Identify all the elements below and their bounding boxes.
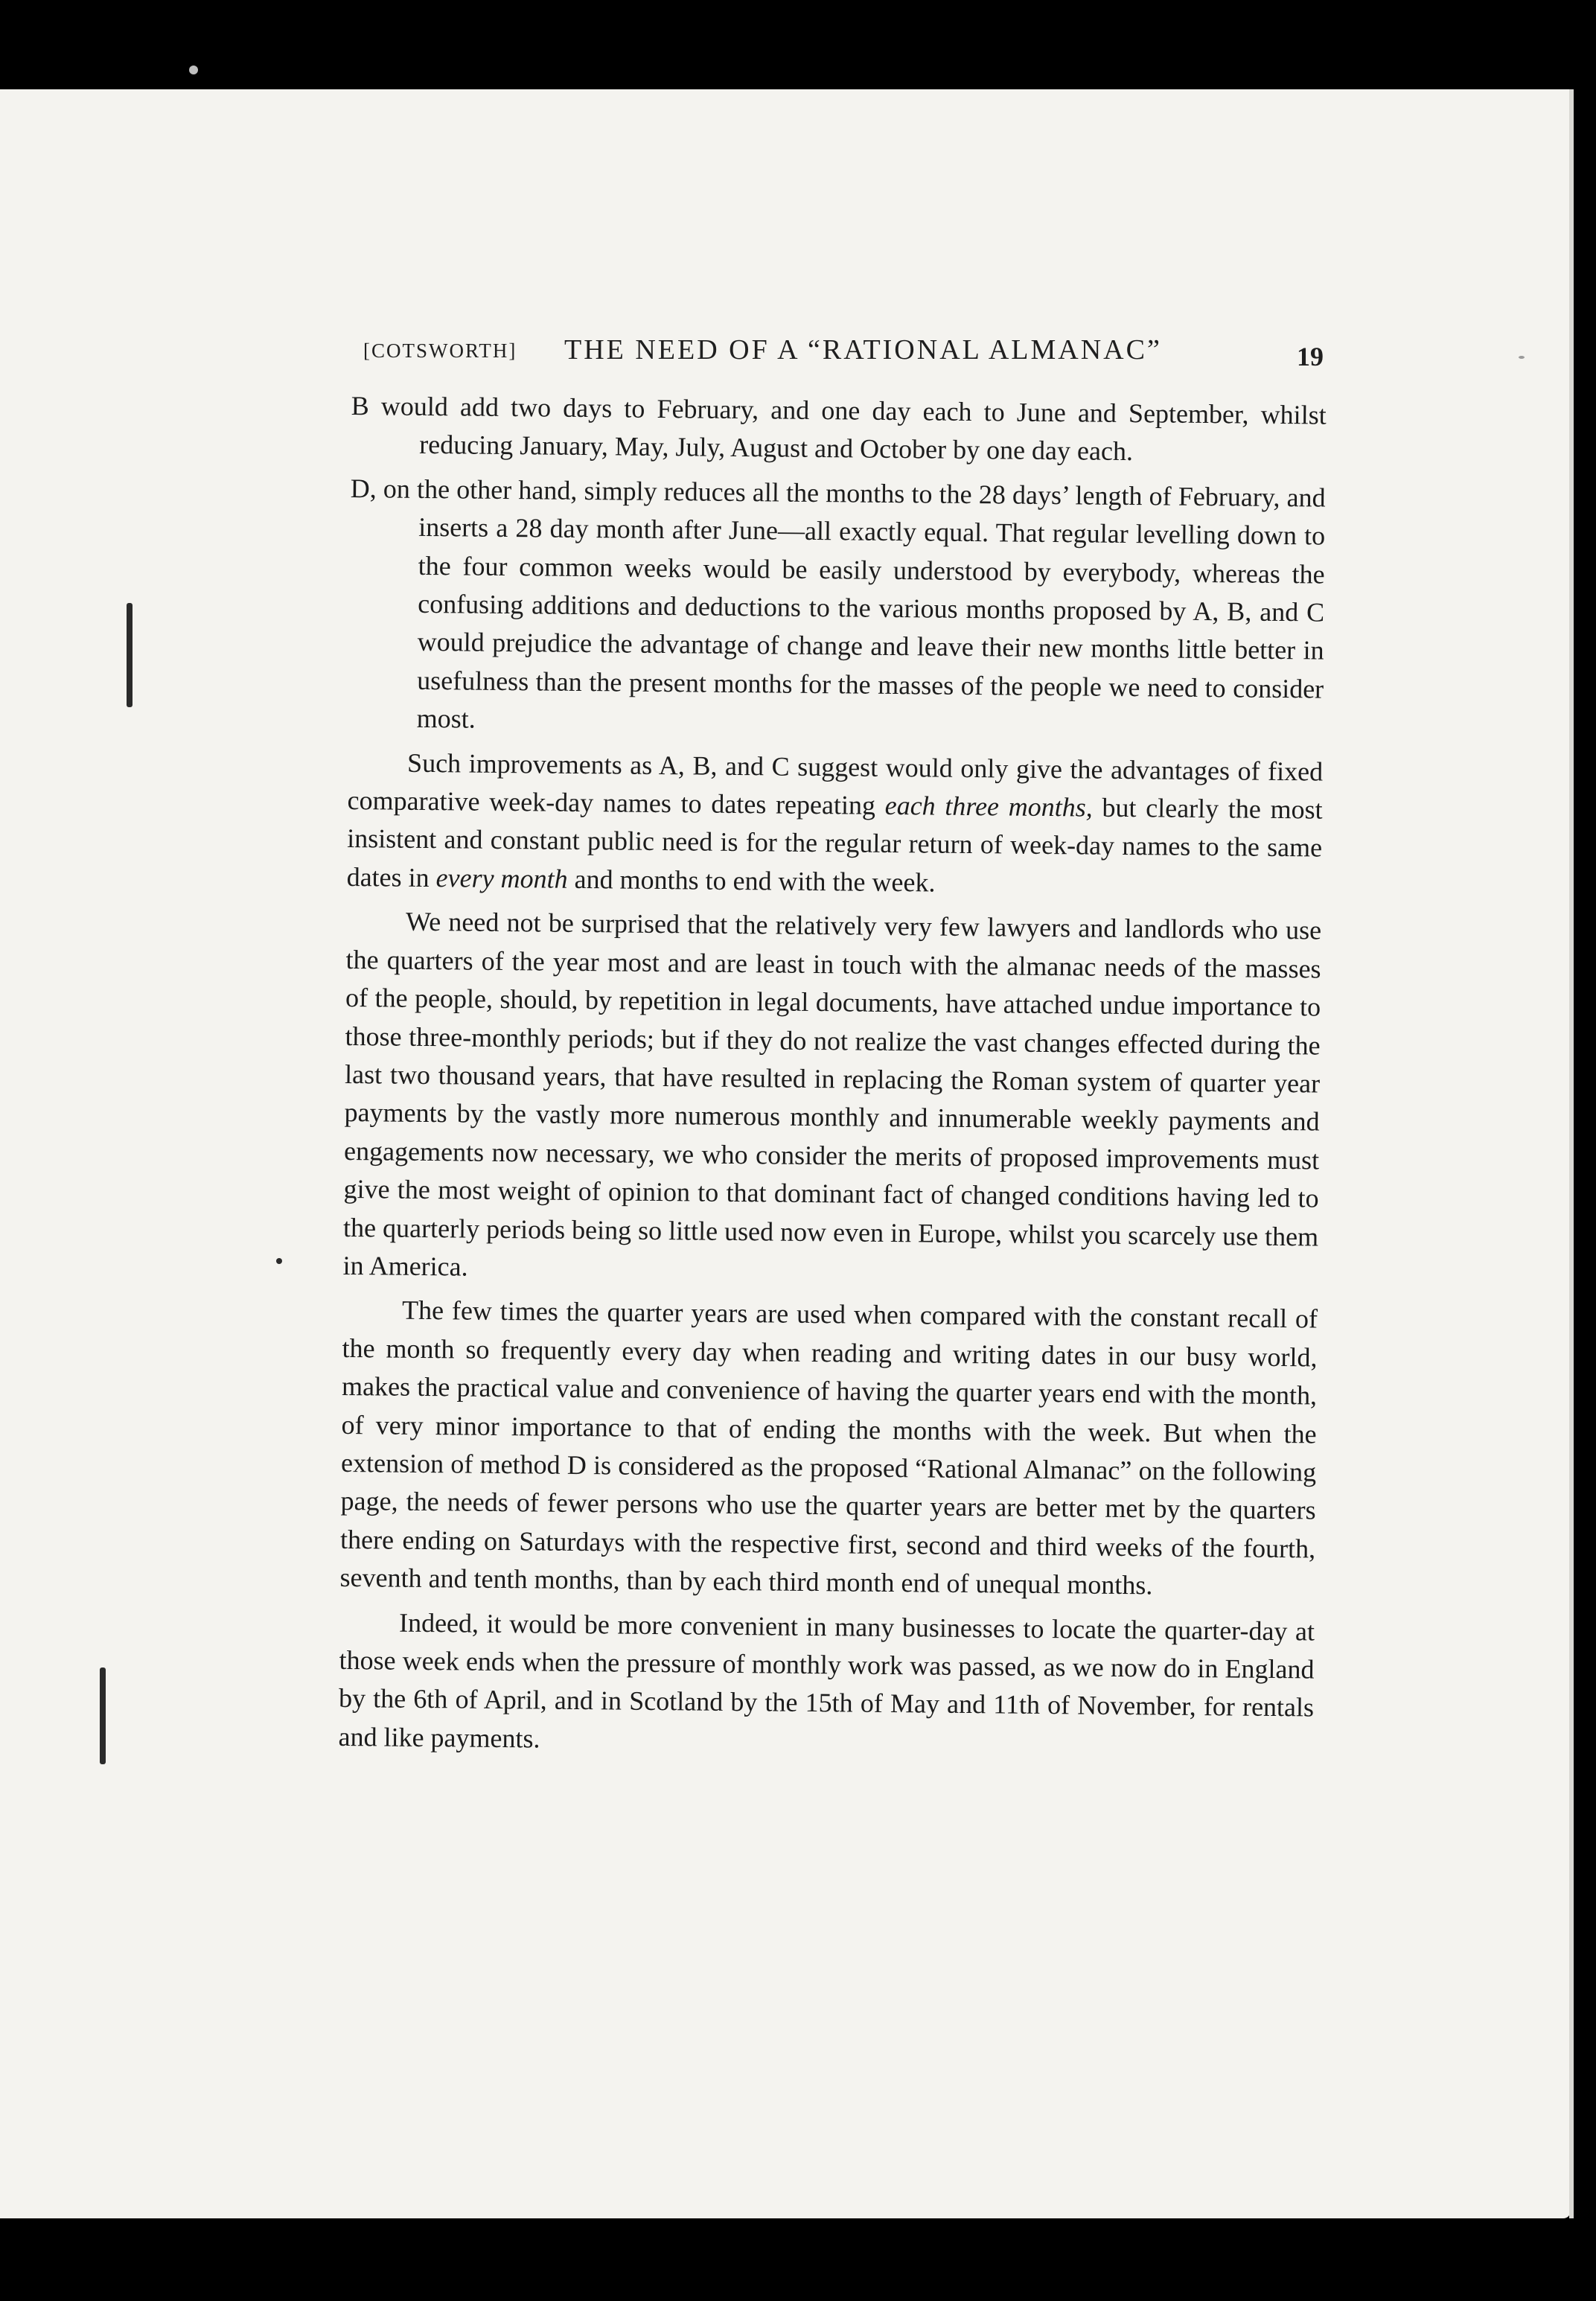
margin-mark: [100, 1667, 106, 1764]
paragraph-method-b: B would add two days to February, and one day each to June and September, whilst reducing January, May, July, August and October by one day each.: [351, 390, 1327, 467]
dust-speck: [1519, 356, 1525, 359]
margin-dot: [276, 1258, 282, 1264]
text-run: Such improvements as A, B, and C suggest would only give the advantages of fixed comparative week-day names to dates repeating: [347, 747, 1324, 820]
dust-speck: [189, 66, 198, 74]
text-run: and months to end with the week.: [567, 864, 936, 898]
italic-text-run: every month: [435, 862, 568, 894]
paper-edge: [1569, 89, 1574, 2218]
running-author: [COTSWORTH]: [363, 339, 517, 362]
running-header: [363, 333, 1324, 372]
text-run: but clearly the most insistent and constant public need is for the regular return of week-day names to the same dates in: [346, 792, 1323, 893]
paragraph-quarter-day: Indeed, it would be more convenient in many businesses to locate the quarter-day at those week ends when the pressure of monthly work was passed, as we now do in England by the 6th of April, and in Scotland by the 15th of May and 11th of November, for rentals and like payments.: [338, 1607, 1315, 1754]
page-number: 19: [1297, 342, 1324, 371]
paragraph-improvements: [346, 744, 1323, 906]
margin-mark: [127, 603, 133, 707]
paragraph-quarter-years: The few times the quarter years are used when compared with the constant recall of the month so frequently every day when reading and writing dates in our busy world, makes the practical value and convenience of having the quarter years end with the month, of very minor importance to that of ending the months with the week. But when the extension of method D is considered as the proposed “Rational Almanac” on the following page, the needs of fewer persons who use the quarter years are better met by the quarters there ending on Saturdays with the respective first, second and third weeks of the fourth, seventh and tenth months, than by each third month end of unequal months.: [339, 1295, 1318, 1601]
running-title: THE NEED OF A “RATIONAL ALMANAC”: [564, 334, 1162, 366]
paragraph-lawyers-landlords: We need not be surprised that the relatively very few lawyers and landlords who use the quarters of the year most and are least in touch with the almanac needs of the masses of the people, should, by repetition in legal documents, have attached undue importance to those three-monthly periods; but if they do not realize the vast changes effected during the last two thousand years, that have resulted in replacing the Roman system of quarter year payments by the vastly more numerous monthly and innumerable weekly payments and engagements now necessary, we who consider the merits of proposed improvements must give the most weight of opinion to that dominant fact of changed conditions having led to the quarterly periods being so little used now even in Europe, whilst you scarcely use them in America.: [342, 907, 1322, 1282]
italic-text-run: each three months,: [884, 790, 1093, 823]
paragraph-method-d: D, on the other hand, simply reduces all the months to the 28 days’ length of February, and inserts a 28 day month after June—all exactly equal. That regular levelling down to the four common weeks would be easily understood by everybody, whereas the confusing additions and deductions to the various months proposed by A, B, and C would prejudice the advantage of change and leave their new months little better in usefulness than the present months for the masses of the people we need to consider most.: [350, 473, 1326, 734]
body-text: [338, 387, 1327, 1772]
